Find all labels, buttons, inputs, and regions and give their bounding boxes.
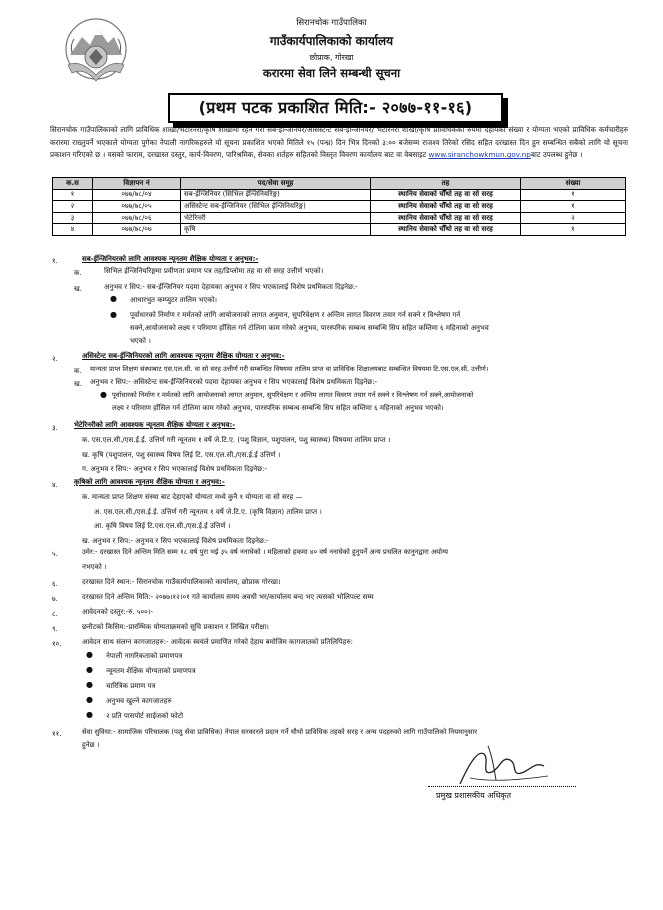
section-5-number: ५.: [52, 550, 58, 558]
cell-serial: १: [53, 189, 93, 201]
cell-level: स्थानिय सेवाको चौँथो तह वा सो सरह: [371, 189, 521, 201]
document-list-item: न्यूनतम शैक्षिक योग्यताको प्रमाणपत्र: [106, 667, 196, 675]
section-3-number: ३.: [52, 424, 58, 432]
section-2-bullet-1b: लक्ष्य र परिमाण हाँसिल गर्न टोलिमा काम गरेको अनुभव, पारस्परिक सम्बन्ध सम्बन्धि सिप सहित कम्तिमा ६ महिनाको अनुभव भएको।: [112, 404, 444, 412]
section-10-number: १०.: [52, 640, 62, 648]
section-7-number: ७.: [52, 595, 58, 603]
cell-ad-number: ०७७/७८/०७: [93, 224, 181, 236]
cell-count: १: [521, 224, 626, 236]
intro-text: सिरानचोक गाउँपालिकाको लागि प्राविधिक शाखा/भेटेरिनरी/कृषि शाखामा रहने गरी सब-ईन्जिनियर/असिस्टेन्ट सब-ईन्जिनियर/ भेटेरिनरी शाखा/कृषि प्राविधिकको रुपमा देहायको संख्या र योग्यता भएको प्राविधिक कर्मचारीहरु करारमा राख्नुपर्ने भएकाले योग्यता पुगेका नेपाली नागरिकहरुले यो सूचना प्रकाशित भएको मितिले १५ (पन्ध्र) दिन भित्र दिनको ३:०० बजेसम्म राजश्व तिरेको रसिद सहित दरखास्त दिन हुन सम्बन्धित सबैको लागि यो सूचना प्रकाशन गरिएको छ । यसको फाराम, दरखास्त दस्तुर, कार्य-विवरण, पारिश्रमिक, सेवका शर्तहरु सहितको विस्तृत विवरण कार्यालय बाट वा वेबसाइट: [50, 125, 628, 160]
cell-ad-number: ०७७/७८/०६: [93, 212, 181, 224]
section-1-title: [82, 253, 258, 266]
table-row: [53, 224, 626, 236]
section-4-a: अ. एस.एल.सी./एस.ई.ई. उत्तिर्ण गरी न्यूनतम १ वर्षे जे.टि.ए. (कृषि विज्ञान) तालिम प्राप्त ।: [94, 508, 322, 516]
cell-level: स्थानिय सेवाको चौँथो तह वा सो सरह: [371, 224, 521, 236]
municipality-name: सिरानचोक गाउँपालिका: [296, 18, 367, 28]
cell-serial: २: [53, 201, 93, 213]
table-row: [53, 189, 626, 201]
header-post: पद/सेवा समूह: [181, 178, 371, 190]
section-10-text: आवेदन साथ संलग्न कागजातहरु:- आवेदक स्वयंले प्रमाणित गरेको देहाय बमोजिम कागजातको प्रतिलिपिहरु:: [82, 638, 353, 646]
cell-post: कृषि: [181, 224, 371, 236]
section-1-kh-label: ख.: [74, 285, 82, 293]
section-3-kh: ख. कृषि (पशुपालन, पशु स्वास्थ्य विषय लिई टि. एस.एल.सी./एस.ई.ई उत्तिर्ण ।: [82, 451, 281, 459]
section-8-number: ८.: [52, 610, 58, 618]
section-5-b: नभएको ।: [82, 563, 107, 571]
vacancy-table: [52, 177, 626, 236]
cell-count: १: [521, 189, 626, 201]
document-list-item: अनुभव खुल्ने कागजातहरु: [106, 697, 172, 705]
cell-serial: ३: [53, 212, 93, 224]
header-count: संख्या: [521, 178, 626, 190]
section-11-b: हुनेछ ।: [82, 741, 100, 749]
website-link[interactable]: www.siranchowkmun.gov.np: [428, 150, 531, 160]
section-6-number: ६.: [52, 580, 58, 588]
section-1-bullet-2a: पूर्वाधारको निर्माण र मर्मतको लागि आयोजनाको लागत अनुमान, सुपरिवेक्षण र अन्तिम लागत विवरण तयार गर्न सक्ने र विश्लेषण गर्न: [130, 311, 461, 319]
bullet-icon: ●: [100, 390, 107, 399]
section-4-number: ४.: [52, 481, 58, 489]
section-1-k-label: क.: [74, 269, 82, 277]
section-3-title: [74, 419, 235, 432]
section-2-kh: अनुभव र सिप:- असिस्टेन्ट सब-ईन्जिनियरको पदमा देहायका अनुभव र सिप भएकालाई विशेष प्रथमिकता दिइनेछ:-: [90, 378, 378, 386]
table-header-row: [53, 178, 626, 190]
cell-serial: ४: [53, 224, 93, 236]
office-address: छोप्राक, गोरखा: [309, 53, 354, 62]
handwritten-signature: [440, 742, 560, 792]
table-row: [53, 212, 626, 224]
intro-paragraph: [50, 124, 628, 162]
header-ad-number: विज्ञापन नं: [93, 178, 181, 190]
cell-level: स्थानिय सेवाको चौँथो तह वा सो सरह: [371, 212, 521, 224]
section-9-number: ९.: [52, 625, 58, 633]
bullet-icon: ●: [86, 665, 93, 674]
document-list-item: २ प्रति पासपोर्ट साईजको फोटो: [106, 712, 184, 720]
section-2-title-text: असिस्टेन्ट सब-ईन्जिनियरको लागि आवश्यक न्यूनतम शैक्षिक योग्यता र अनुभव:-: [82, 352, 285, 360]
section-5-a: उमेर:- दरखास्त दिने अन्तिम मिति सम्म १८ वर्ष पुरा भई ३५ वर्ष ननाघेको । महिलाको हकमा ४० वर्ष ननाघेको हुनुपर्ने अन्य प्रचलित कानुनद्वारा अयोग्य: [82, 548, 449, 556]
bullet-icon: ●: [110, 310, 117, 319]
cell-count: १: [521, 201, 626, 213]
section-1-bullet-2b: सक्ने,आयोजनाको लक्ष्य र परिमाण हाँसिल गर्न टोलिमा काम गरेको अनुभव, पारस्परिक सम्बन्ध सम्बन्धि सिप सहित कम्तिमा ६ महिनाको अनुभव: [130, 324, 489, 332]
section-1-number: १.: [52, 257, 58, 265]
section-3-g: ग. अनुभव र सिप:- अनुभव र सिप भएकालाई विशेष प्रथमिकता दिइनेछ:-: [82, 465, 267, 473]
section-1-k: सिभिल ईन्जिनियरिङ्गमा प्रवीणता प्रमाण पत्र तह/डिप्लोमा तह वा सो सरह उत्तीर्ण भएको।: [104, 267, 324, 275]
section-3-title-text: भेटेरिनरीको लागि आवश्यक न्यूनतम शैक्षिक योग्यता र अनुभव:-: [74, 421, 236, 429]
section-4-kh: ख. अनुभव र सिप:- अनुभव र सिप भएकालाई विशेष प्रथमिकता दिइनेछ:-: [82, 537, 269, 545]
publication-date-banner: (प्रथम पटक प्रकाशित मिति:- २०७७-११-१६): [168, 93, 503, 123]
section-3-k: क. एस.एल.सी./एस.ई.ई. उत्तिर्ण गरी न्यूनतम १ वर्षे जे.टि.ए. (पशु विज्ञान, पशुपालन, पशु स्वास्थ्य) विषयमा तालिम प्राप्त ।: [82, 436, 391, 444]
section-6-text: दरखास्त दिने स्थान:- सिरानचोक गाउँकार्यपालिकाको कार्यालय, छोप्राक गोरखा।: [82, 578, 281, 586]
section-4-k: क. मान्यता प्राप्त शिक्षण संस्था बाट देहाएको योग्यता मध्ये कुनै १ योग्यता वा सो सरह —: [82, 493, 303, 501]
section-1-title-text: सब-ईन्जिनियरको लागि आवश्यक न्यूनतम शैक्षिक योग्यता र अनुभव:-: [82, 255, 259, 263]
bullet-icon: ●: [86, 695, 93, 704]
cell-post: सब-ईन्जिनियर (सिभिल ईन्जिनियरिङ्ग): [181, 189, 371, 201]
section-2-kh-label: ख.: [74, 380, 82, 388]
section-11-a: सेवा सुविधा:- सामाजिक परिचालक (पशु सेवा प्राविधिक) नेपाल सरकारले प्रदान गर्ने चौथो प्राविधिक तहको सरह र अन्य पदहरुको लागि गाउँपालिको नियमानुसार: [82, 728, 478, 736]
table-row: [53, 201, 626, 213]
cell-ad-number: ०७७/७८/०४: [93, 189, 181, 201]
bullet-icon: ●: [86, 650, 93, 659]
bullet-icon: ●: [86, 710, 93, 719]
section-2-k-label: क.: [74, 367, 82, 375]
notice-title: करारमा सेवा लिने सम्बन्धी सूचना: [262, 66, 401, 80]
document-list-item: चारित्रिक प्रमाण पत्र: [106, 682, 156, 690]
section-2-k: मान्यता प्राप्त शिक्षण संस्थाबाट एस.एल.सी. वा सो सरह उत्तीर्ण गरी सम्बन्धित विषयमा तालिम प्राप्त वा प्राविधिक शिक्षालयबाट सम्बन्धित विषयमा टि.एस.एल.सी. उत्तीर्ण।: [90, 365, 489, 373]
section-4-aa: आ. कृषि विषय लिई टि.एस.एल.सी./एस.ई.ई उत्तिर्ण ।: [94, 522, 231, 530]
cell-post: असिस्टेन्ट सब-ईन्जिनियर (सिभिल ईन्जिनियरिङ्ग): [181, 201, 371, 213]
section-2-title: [82, 350, 285, 363]
office-name: गाउँकार्यपालिकाको कार्यालय: [269, 34, 394, 48]
cell-level: स्थानिय सेवाको चौँथो तह वा सो सरह: [371, 201, 521, 213]
cell-count: २: [521, 212, 626, 224]
signatory-title: प्रमुख प्रशासकीय अधिकृत: [436, 791, 512, 800]
header-serial: क.स: [53, 178, 93, 190]
signature-line: [428, 786, 576, 787]
section-4-title: [74, 476, 225, 489]
section-2-bullet-1a: पूर्वाधारको निर्माण र मर्मतको लागि आयोजनाको लागत अनुमान, सुपरिवेक्षण र अन्तिम लागत विवरण तयार गर्न सक्ने र विश्लेषण गर्न सक्ने,आयोजनाको: [112, 391, 474, 399]
section-2-number: २.: [52, 355, 58, 363]
section-1-bullet-2c: भएको ।: [130, 337, 151, 345]
section-7-text: दरखास्त दिने अन्तिम मिति:- २०७७।१२।०१ गते कार्यालय समय अवधी भर/कार्यालय बन्द भए त्यसको भोलिपल्ट सम्म: [82, 593, 374, 601]
cell-post: भेटेरिनरी: [181, 212, 371, 224]
bullet-icon: ●: [110, 294, 117, 303]
section-8-text: आवेदनको दस्तुर:-रु. ५००।-: [82, 608, 153, 616]
bullet-icon: ●: [86, 680, 93, 689]
cell-ad-number: ०७७/७८/०५: [93, 201, 181, 213]
header-level: तह: [371, 178, 521, 190]
section-11-number: ११.: [52, 730, 62, 738]
section-1-kh: अनुभव र सिप:- सब-ईन्जिनियर पदमा देहायका अनुभव र सिप भएकालाई विशेष प्रथमिकता दिइनेछ:-: [104, 283, 358, 291]
section-1-bullet-1: आधारभुत कम्प्युटर तालिम भएको।: [130, 296, 218, 304]
section-9-text: छनौटको किसिम:-प्रारम्भिक योग्यताक्रमको सूचि प्रकाशन र लिखित परीक्षा।: [82, 623, 269, 631]
document-list-item: नेपाली नागरिकताको प्रमाणपत्र: [106, 652, 183, 660]
section-4-title-text: कृषिको लागि आवश्यक न्यूनतम शैक्षिक योग्यता र अनुभव:-: [74, 478, 225, 486]
intro-after: बाट उपलब्ध हुनेछ ।: [530, 150, 583, 160]
